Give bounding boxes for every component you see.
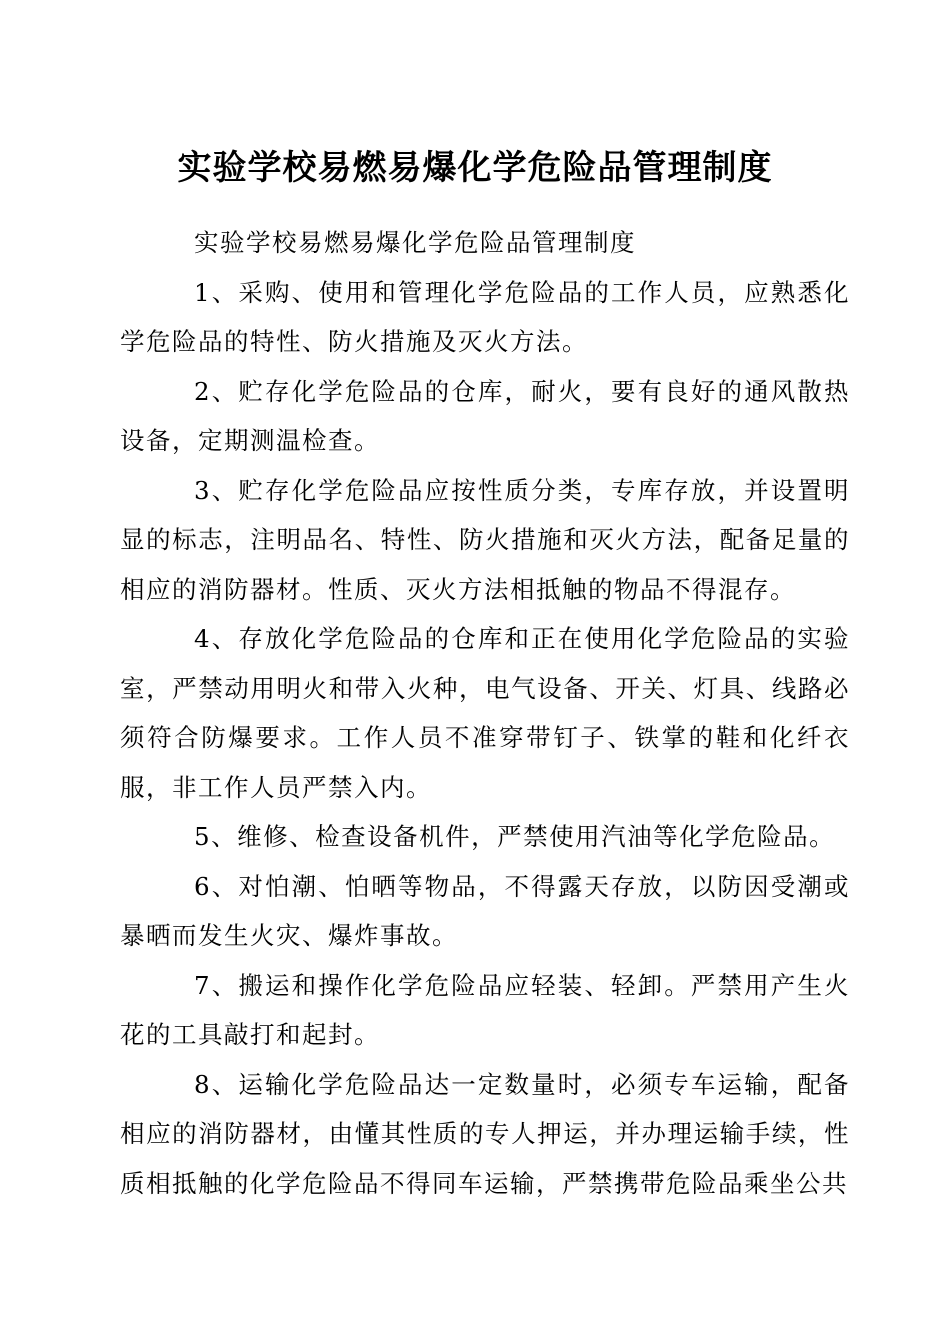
document-body xyxy=(120,218,850,1208)
rule-paragraph-6: 6、对怕潮、怕晒等物品，不得露天存放，以防因受潮或暴晒而发生火灾、爆炸事故。 xyxy=(120,871,850,950)
rule-paragraph-8: 8、运输化学危险品达一定数量时，必须专车运输，配备相应的消防器材，由懂其性质的专人押运，并办理运输手续，性质相抵触的化学危险品不得同车运输，严禁携带危险品乘坐公共 xyxy=(120,1069,850,1198)
rule-paragraph-5: 5、维修、检查设备机件，严禁使用汽油等化学危险品。 xyxy=(194,822,836,851)
rule-paragraph-7: 7、搬运和操作化学危险品应轻装、轻卸。严禁用产生火花的工具敲打和起封。 xyxy=(120,970,850,1049)
subtitle-paragraph: 实验学校易燃易爆化学危险品管理制度 xyxy=(194,228,636,257)
rule-paragraph-2: 2、贮存化学危险品的仓库，耐火，要有良好的通风散热设备，定期测温检查。 xyxy=(120,376,850,455)
rule-paragraph-3: 3、贮存化学危险品应按性质分类，专库存放，并设置明显的标志，注明品名、特性、防火措施和灭火方法，配备足量的相应的消防器材。性质、灭火方法相抵触的物品不得混存。 xyxy=(120,475,850,604)
rule-paragraph-1: 1、采购、使用和管理化学危险品的工作人员，应熟悉化学危险品的特性、防火措施及灭火方法。 xyxy=(120,277,850,356)
document-title: 实验学校易燃易爆化学危险品管理制度 xyxy=(177,148,773,188)
rule-paragraph-4: 4、存放化学危险品的仓库和正在使用化学危险品的实验室，严禁动用明火和带入火种，电气设备、开关、灯具、线路必须符合防爆要求。工作人员不准穿带钉子、铁掌的鞋和化纤衣服，非工作人员严禁入内。 xyxy=(120,624,850,802)
